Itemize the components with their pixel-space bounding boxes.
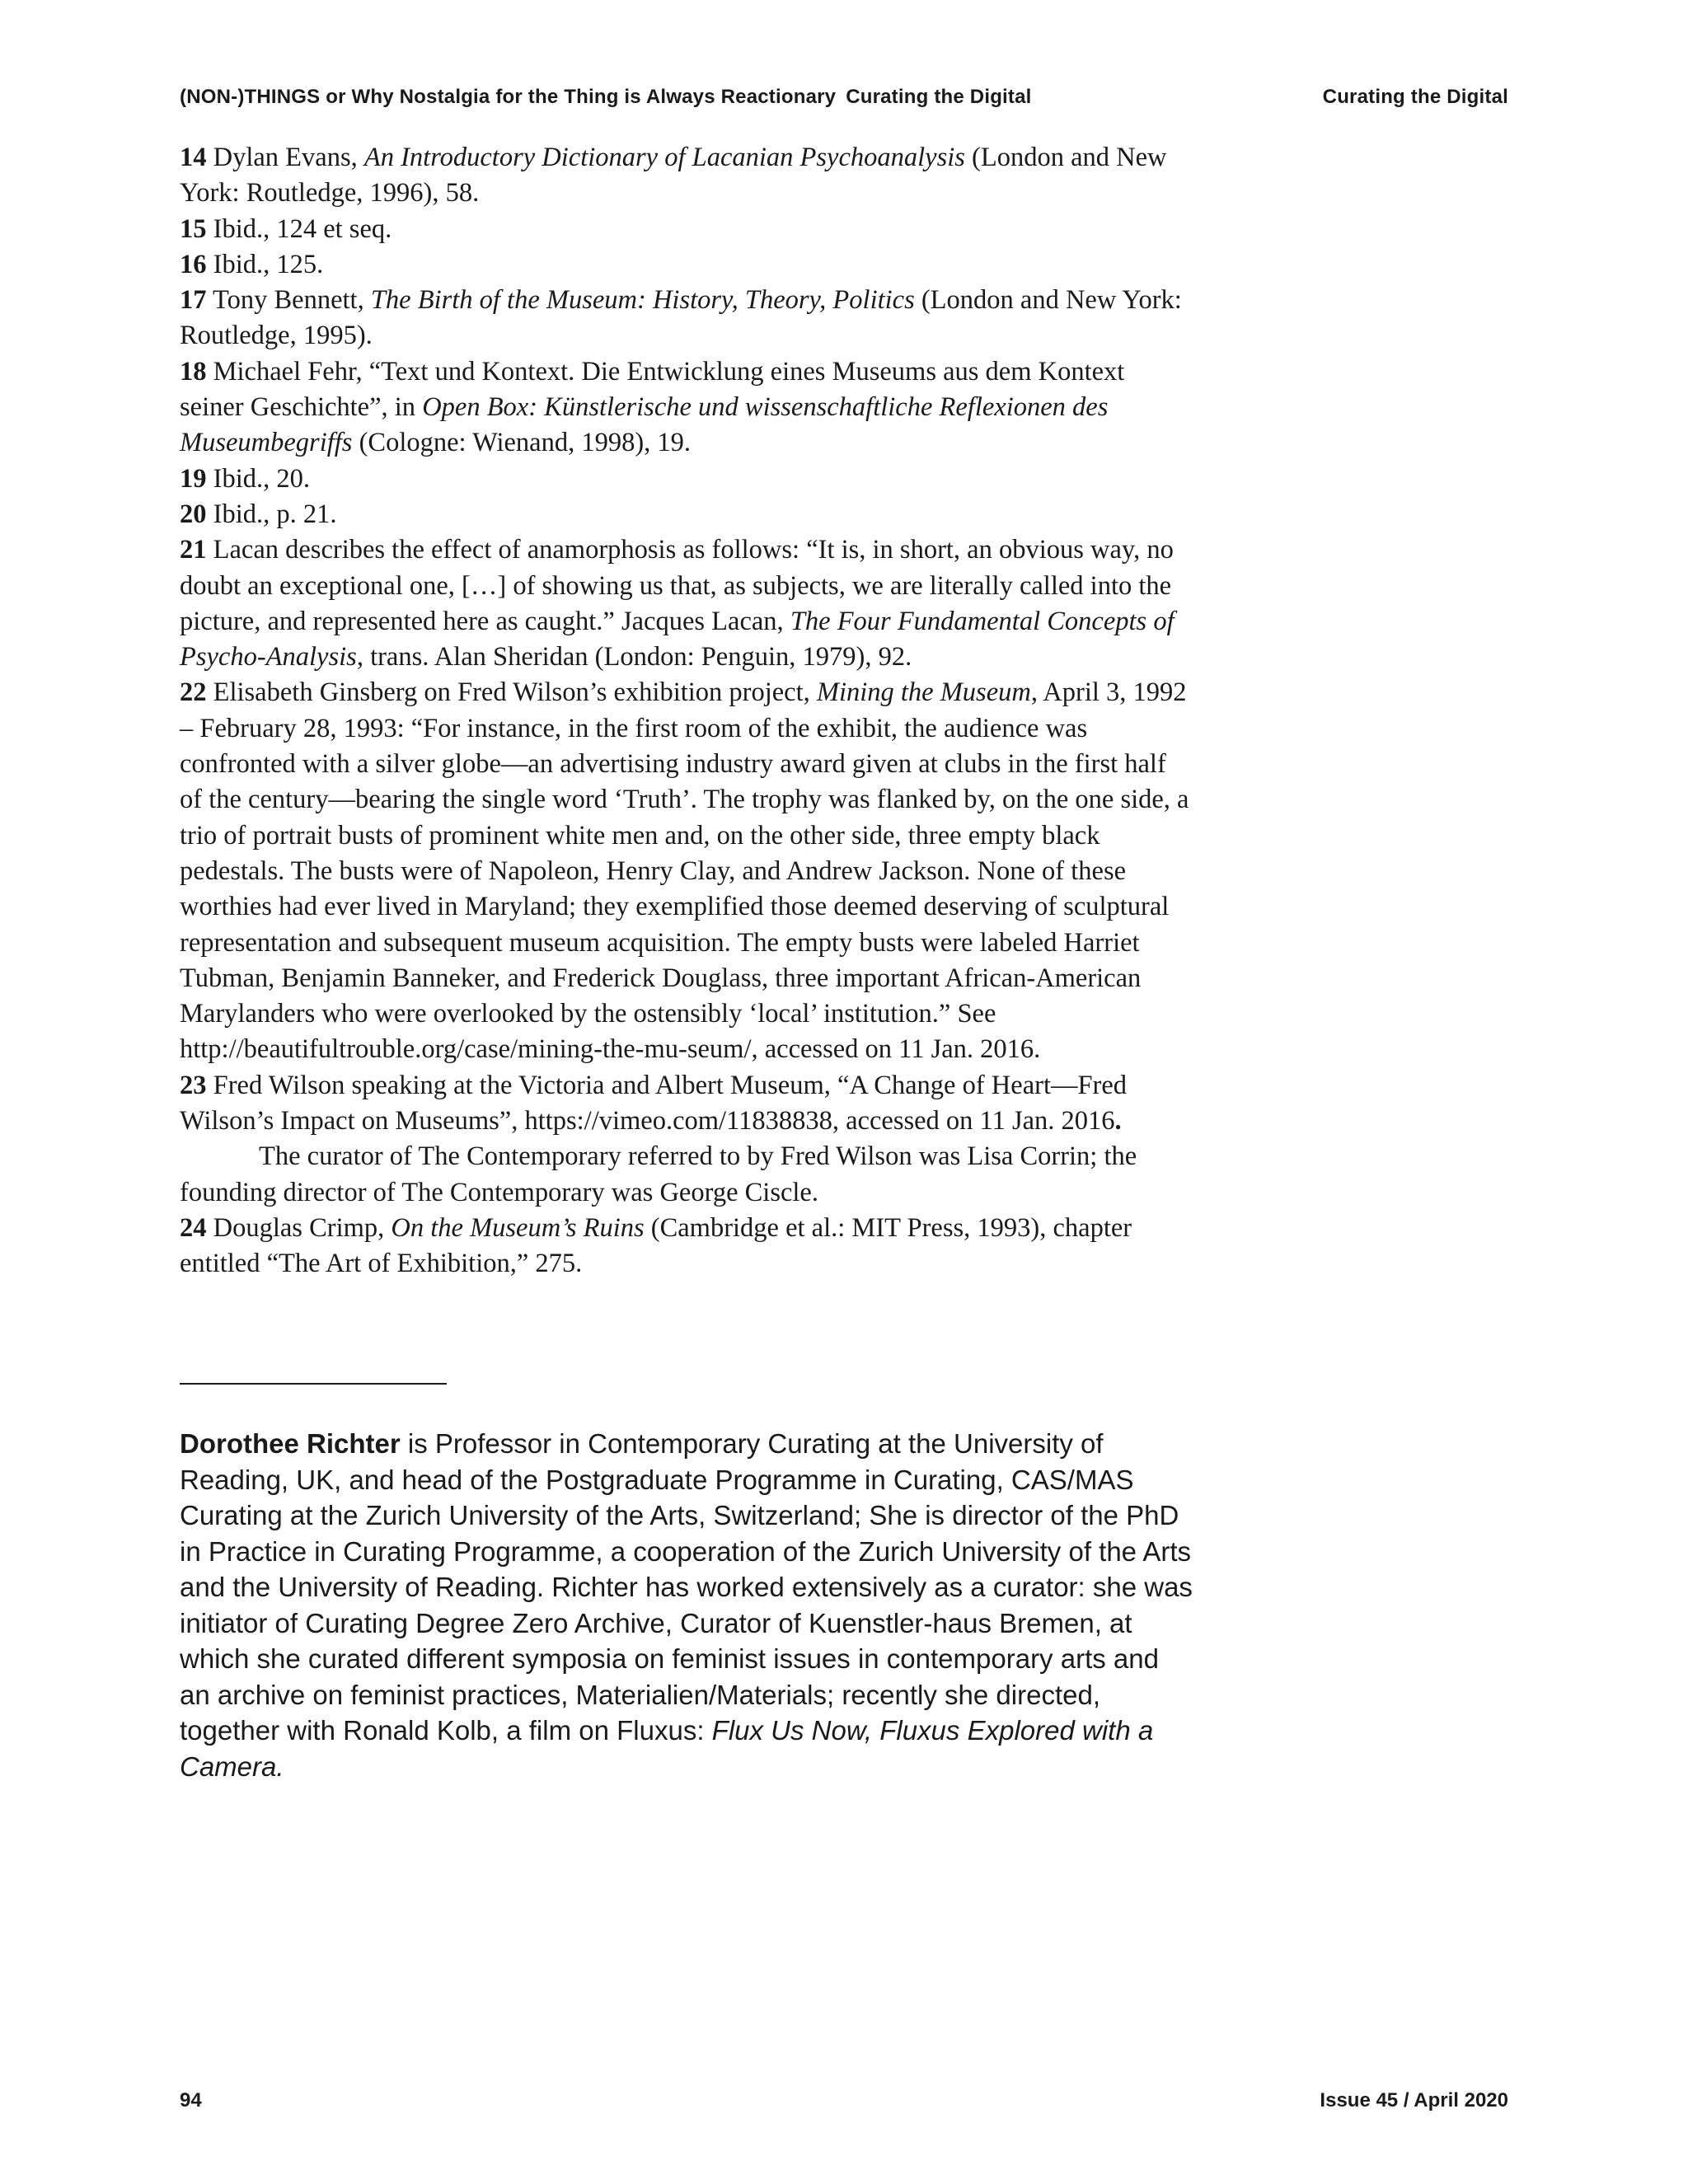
endnote-number: 22 xyxy=(180,677,207,708)
article-title: (NON-)THINGS or Why Nostalgia for the Thing is Always Reactionary xyxy=(180,86,837,108)
endnote-16: 16 Ibid., 125. xyxy=(180,249,324,279)
endnote-14: 14 Dylan Evans, An Introductory Dictionary of Lacanian Psychoanalysis (London and New York: Routledge, 1996), 58. xyxy=(180,143,1167,209)
section-divider xyxy=(180,1383,447,1385)
endnote-21: 21 Lacan describes the effect of anamorphosis as follows: “It is, in short, an obvious way, no doubt an exceptional one, […] of showing us that, as subjects, we are literally called into the picture, and represented here as caught.” Jacques Lacan, The Four Fundamental Concepts of Psycho-Analysis, trans. Alan Sheridan (London: Penguin, 1979), 92. xyxy=(180,535,1175,673)
cited-title: Mining the Museum xyxy=(816,677,1031,708)
bold-punctuation: . xyxy=(1114,1106,1122,1137)
author-name: Dorothee Richter xyxy=(180,1428,401,1459)
endnote-18: 18 Michael Fehr, “Text und Kontext. Die Entwicklung eines Museums aus dem Kontext seiner Geschichte”, in Open Box: Künstlerische und wissenschaftliche Reflexionen des Museumbegriffs (Cologne: Wienand, 1998), 19. xyxy=(180,356,1125,458)
endnotes xyxy=(180,140,1189,1282)
endnote-number: 15 xyxy=(180,213,207,244)
cited-title: The Birth of the Museum: History, Theory, Politics xyxy=(370,285,915,316)
endnote-number: 24 xyxy=(180,1212,207,1243)
endnote-23: 23 Fred Wilson speaking at the Victoria and Albert Museum, “A Change of Heart—Fred Wilson’s Impact on Museums”, https://vimeo.com/11838838, accessed on 11 Jan. 2016. The curator of The Contemporary referred to by Fred Wilson was Lisa Corrin; the founding director of The Contemporary was George Ciscle. xyxy=(180,1068,1189,1211)
author-bio xyxy=(180,1426,1193,1784)
endnote-number: 23 xyxy=(180,1070,207,1100)
endnote-24: 24 Douglas Crimp, On the Museum’s Ruins (Cambridge et al.: MIT Press, 1993), chapter entitled “The Art of Exhibition,” 275. xyxy=(180,1212,1132,1279)
endnote-number: 17 xyxy=(180,285,207,316)
endnote-number: 16 xyxy=(180,249,207,279)
section-title-right: Curating the Digital xyxy=(1322,86,1508,108)
endnote-15: 15 Ibid., 124 et seq. xyxy=(180,213,392,244)
endnote-number: 20 xyxy=(180,499,207,529)
cited-title: The Four Fundamental Concepts of Psycho-Analysis xyxy=(180,606,1175,673)
page-footer xyxy=(180,2089,1508,2116)
cited-title: An Introductory Dictionary of Lacanian Psychoanalysis xyxy=(363,143,965,172)
issue-label: Issue 45 / April 2020 xyxy=(1320,2089,1508,2111)
page-number: 94 xyxy=(180,2089,202,2111)
endnote-22: 22 Elisabeth Ginsberg on Fred Wilson’s exhibition project, Mining the Museum, April 3, 1992 – February 28, 1993: “For instance, in the first room of the exhibit, the audience was confronted with a silver globe—an advertising industry award given at clubs in the first half of the century—bearing the single word ‘Truth’. The trophy was flanked by, on the one side, a trio of portrait busts of prominent white men and, on the other side, three empty black pedestals. The busts were of Napoleon, Henry Clay, and Andrew Jackson. None of these worthies had ever lived in Maryland; they exemplified those deemed deserving of sculptural representation and subsequent museum acquisition. The empty busts were labeled Harriet Tubman, Benjamin Banneker, and Frederick Douglass, three important African-American Marylanders who were overlooked by the ostensibly ‘local’ institution.” See http://beautifultrouble.org/case/mining-the-mu-seum/, accessed on 11 Jan. 2016. xyxy=(180,677,1189,1065)
endnote-number: 19 xyxy=(180,463,207,494)
bio-text: is Professor in Contemporary Curating at the University of Reading, UK, and head of the Postgraduate Programme in Curating, CAS/MAS Curating at the Zurich University of the Arts, Switzerland; She is director of the PhD in Practice in Curating Programme, a cooperation of the Zurich University of the Arts and the University of Reading. Richter has worked extensively as a curator: she was initiator of Curating Degree Zero Archive, Curator of Kuenstler-haus Bremen, at which she curated different symposia on feminist issues in contemporary arts and an archive on feminist practices, Materialien/Materials; recently she directed, together with Ronald Kolb, a film on Fluxus: xyxy=(180,1428,1193,1746)
running-header-left xyxy=(180,86,1032,109)
endnote-17: 17 Tony Bennett, The Birth of the Museum: History, Theory, Politics (London and New York: Routledge, 1995). xyxy=(180,285,1182,351)
endnote-19: 19 Ibid., 20. xyxy=(180,463,310,494)
film-title: Flux Us Now, Fluxus Explored with a Camera. xyxy=(180,1715,1154,1782)
endnote-number: 14 xyxy=(180,143,207,172)
cited-title: Open Box: Künstlerische und wissenschaftliche Reflexionen des Museumbegriffs xyxy=(180,392,1109,458)
running-header xyxy=(180,86,1508,112)
cited-title: On the Museum’s Ruins xyxy=(391,1212,645,1243)
section-title-left: Curating the Digital xyxy=(846,86,1032,108)
endnote-number: 21 xyxy=(180,535,207,565)
endnote-20: 20 Ibid., p. 21. xyxy=(180,499,337,529)
endnote-number: 18 xyxy=(180,356,207,387)
endnote-continuation: The curator of The Contemporary referred to by Fred Wilson was Lisa Corrin; the founding director of The Contemporary was George Ciscle. xyxy=(180,1141,1137,1207)
